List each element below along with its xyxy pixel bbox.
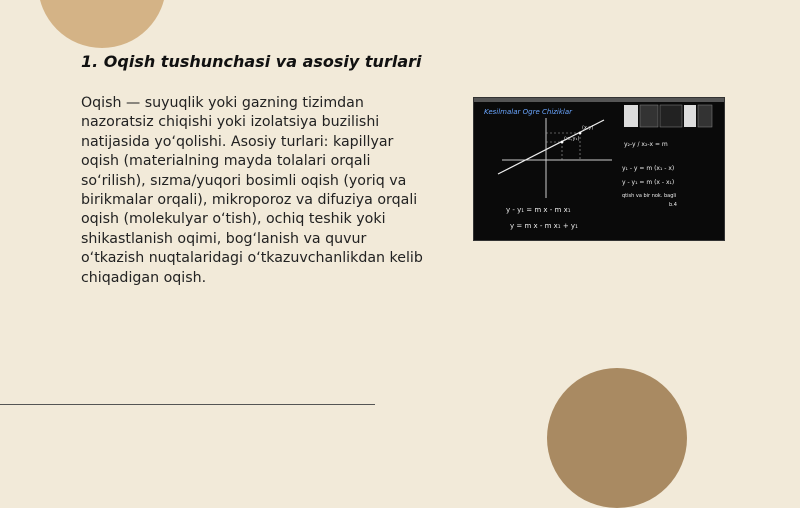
- decorative-circle-top: [38, 0, 166, 48]
- svg-text:b.4: b.4: [669, 202, 677, 208]
- svg-text:y = m x - m x₁ + y₁: y = m x - m x₁ + y₁: [510, 222, 578, 230]
- svg-text:y₁ - y = m (x₁ - x): y₁ - y = m (x₁ - x): [622, 165, 675, 172]
- svg-text:y - y₁ = m x - m x₁: y - y₁ = m x - m x₁: [506, 206, 571, 214]
- svg-text:y - y₁ = m (x - x₁): y - y₁ = m (x - x₁): [622, 179, 675, 186]
- slide-title: 1. Oqish tushunchasi va asosiy turlari: [81, 52, 422, 71]
- divider-line: [0, 404, 375, 405]
- blackboard-screenshot: [474, 98, 724, 240]
- decorative-circle-bottom: [547, 368, 687, 508]
- svg-text:(x,y): (x,y): [582, 125, 594, 131]
- blackboard-drawing: [474, 98, 724, 240]
- svg-text:y₂-y / x₂-x = m: y₂-y / x₂-x = m: [624, 141, 668, 148]
- slide-body-text: Oqish — suyuqlik yoki gazning tizimdan nazoratsiz chiqishi yoki izolatsiya buzilishi natijasida yo‘qolishi. Asosiy turlari: kapillyar oqish (materialning mayda tolalari orqali so‘rilish), sızma/yuqori bosimli oqish (yoriq va birikmalar orqali), mikroporoz va difuziya orqali oqish (molekulyar o‘tish), ochiq teshik yoki shikastlanish oqimi, bog‘lanish va quvur o‘tkazish nuqtalaridagi o‘tkazuvchanlikdan kelib chiqadigan oqish.: [81, 95, 423, 286]
- board-header: Kesilmalar Ogre Chiziklar: [484, 108, 573, 116]
- svg-text:qtish va bir nok. bagli: qtish va bir nok. bagli: [622, 193, 677, 199]
- svg-text:(x₁,y₁): (x₁,y₁): [564, 136, 580, 142]
